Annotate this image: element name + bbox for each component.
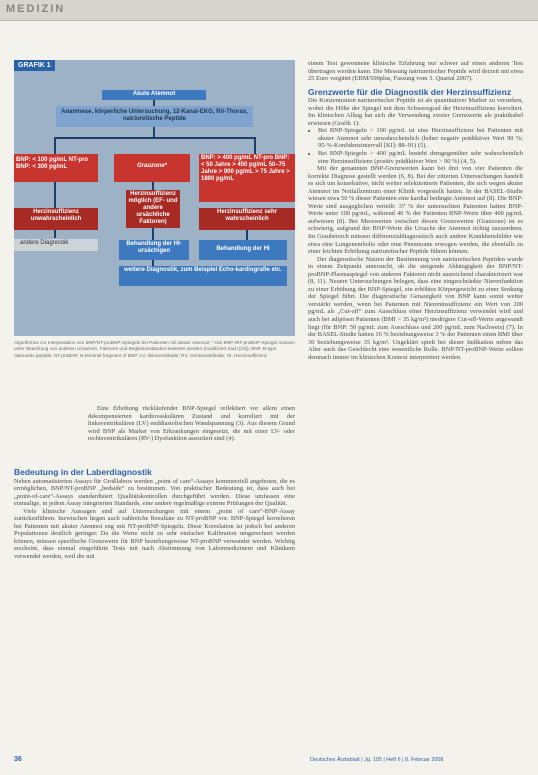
box-further-diagnostics: weitere Diagnostik, zum Beispiel Echo-kardiografie etc. [119,266,287,286]
box-hf-unlikely: Herzinsuffizienz unwahrscheinlich [14,208,98,230]
paragraph: Mit der genannten BNP-Grenzwerten kann bei drei von vier Patienten die korrekte Diagnose gestellt werden (6, 8). Bei der zitierten Untersuchungen handelt es sich um konsekutive, nicht weiter selektionierte Patienten, die sich wegen akuter Atemnot im Notfallzentrum einer Klinik vorgestellt hatten. In der BASEL-Studie wiesen etwa 50 % dieser Patienten eine kardial bedingte Atemnot auf (8). Die BNP-Werte sind ausgeglichen verteilt: 37 % der untersuchten Patienten hatten BNP-Werte unter 100 pg/mL, während 40 % der Patienten BNP-Werte über 400 pg/mL aufwiesen (8). Bei Messwerten zwischen diesen Grenzwerten (Grauzone) ist es schwierig, aufgrund der BNP-Werte die Ursache der Atemnot richtig zuzuordnen. Im Graubereich müssen differenzialdiagnostisch auch andere Krankheitsbilder wie etwa eine Lungenembolie oder eine Pneumonie erwogen werden, die ebenfalls zu einer leichten Erhöhung natriuretischer Peptide führen können. [308,165,523,256]
page-number: 36 [14,756,22,763]
paragraph: Eine Erhöhung rückläufender BNP-Spiegel reflektiert vor allem einen dekompensierten kardiovaskulären Zustand und korreliert mit der linksventrikulären (LV) enddiastolischen Wandspannung (3). Aus diesem Grund wird BNP als Marker von Erkrankungen eingesetzt, die mit einer LV- oder rechtsventrikulären (RV-) Dysfunktion assoziiert sind (4). [88,405,295,443]
box-bnp-high: BNP: > 400 pg/mL NT-pro BNP: < 50 Jahre > 450 pg/mL 50–75 Jahre > 900 pg/mL > 75 Jahre > 1800 pg/mL [199,154,295,202]
box-examination: Anamnese, körperliche Untersuchung, 12-Kanal-EKG, Rö-Thorax, natriuretische Peptide [56,106,253,127]
list-item: • Bei BNP-Spiegeln > 400 pg/mL besteht demgegenüber sehr wahrscheinlich eine Herzinsuffizienz (positiv prädiktiver Wert > 90 %) (4, 5). [318,150,523,165]
arrow-left [54,137,56,154]
figure-flowchart [14,60,295,336]
box-treat-hf: Behandlung der HI [199,240,287,260]
figure-label: GRAFIK 1 [14,60,55,71]
journal-footer: Deutsches Ärzteblatt | Jg. 105 | Heft 6 | 8. Februar 2008 [310,757,444,763]
bullet-list [308,127,523,165]
text-column-1b [14,468,295,561]
box-acute-dyspnea: Akute Atemnot [102,90,206,100]
section-heading: Bedeutung in der Laberdiagnostik [14,467,152,477]
section-title: MEDIZIN [6,3,66,15]
box-hf-possible: Herzinsuffizienz möglich (EF- und andere ursächliche Faktoren) [126,190,180,228]
header-bar [0,0,538,21]
arrow-low-down [54,182,56,208]
arrow-other [54,230,56,238]
paragraph: Neben automatisierten Assays für Großlabors werden „point of care“-Assays kommerziell angeboten, die es ermöglichen, BNP/NT-proBNP „bedside“ zu bestimmen. Von praktischer Bedeutung ist, dass auch bei „point-of-care“-Assays standardisiert Qualitätskontrollen durchgeführt werden. Diese umfassen eine einmalige, in jedem Assay integrierten Standards, eine andere regelmäßige externe Prüfungen der Qualität. [14,477,295,508]
box-bnp-low: BNP: < 100 pg/mL NT-pro BNP: < 300 pg/mL [14,154,98,182]
arrow-right-treat [246,230,248,240]
text-column-2 [308,60,523,361]
box-other-diagnostics: andere Diagnostik [14,239,98,251]
paragraph: Die Konzentration natriuretischer Peptide ist als quantitativer Marker zu verstehen, wobei die Höhe der Spiegel mit dem Schweregrad der Herzinsuffizienz korreliert. Im klinischen Alltag hat sich die Verwendung zweier Grenzwerte als praktikabel erwiesen (Grafik 1): [308,97,523,127]
arrow-mid-treat [152,228,154,240]
arrow-mid-down [152,182,154,190]
paragraph: einem Test gewonnene klinische Erfahrung nur schwer auf einen anderen Test übertragen werden kann. Die Messung natriuretischer Peptide wird derzeit mit etwa 25 Euro vergütet (EBM/500plus, Fassung vom 3. Quartal 2007). [308,60,523,83]
paragraph: Viele klinische Aussagen sind auf Untersuchungen mit einem „point of care“-BNP-Assay zurückzuführen. Inzwischen liegen auch zahlreiche Resultate zu NT-proBNP vor. BNP-Spiegel korrelieren bei Patienten mit akuter Atemnot eng mit NT-proBNP-Spiegeln. Diese Korrelation ist jedoch bei anderen Populationen deutlich geringer. Da die Werte nicht zu sehr einfacher Kalibration umgerechnet werden können, müssen spezifische Grenzwerte für BNP beziehungsweise NT-proBNP verwendet werden. Wichtig erscheint, dass einmal eingeführte Tests mit nach Abstimmung von Labormedizinern und Klinikern verwendet werden, weil die mit [14,507,295,560]
text-column-1a [88,405,295,443]
paragraph: Der diagnostische Nutzen der Bestimmung von natriuretischen Peptiden wurde in einem Zeitpunkt untersucht, ob die steigende Abhängigkeit der BNP/NT-proBNP-Plasmaspiegel von anderen Faktoren nicht ausreichend charakterisiert war (8, 11). Neuere Untersuchungen belegen, dass eine eingeschränkte Nierenfunktion zu einer Erhöhung der BNP-Spiegel, ein erhöhtes Körpergewicht zu einer Senkung der Spiegel führt. Die diagnostische Genauigkeit von BNP kann somit weiter verstärkt werden, wenn bei Patienten mit Niereninsuffizienz ein Wert von 200 pg/mL als „Cut-off“ zum Ausschluss einer Herzinsuffizienz verwendet wird und auch bei adipösen Patienten (BMI > 35 kg/m²) niedrigere Cut-off-Werte angewandt liegt (für BNP: 50 pg/mL zum Ausschluss und 200 pg/mL zum Nachweis) (7). In der BASEL-Studie hatten 16 % beziehungsweise 3 % der Patienten einen BMI über 30 beziehungsweise 35 kg/m². Ungeklärt spielt bei dieser Indikation neben das Alter auch das Geschlecht eine wesentliche Rolle. BNP/NT-proBNP-Werte sollten demnach immer im klinischen Kontext interpretiert werden. [308,255,523,361]
arrow-right [254,137,256,154]
box-hf-likely: Herzinsuffizienz sehr wahrscheinlich [199,208,295,230]
section-heading: Grenzwerte für die Diagnostik der Herzinsuffizienz [308,86,512,97]
list-item: • Bei BNP-Spiegeln < 100 pg/mL ist eine Herzinsuffizienz bei Patienten mit akuter Atemnot sehr unwahrscheinlich (hoher negativ prädiktiver Wert 90 %; 95-%-Konfidenzintervall [KI]: 88–91) (5). [318,127,523,150]
branch-line [54,137,254,139]
box-grey-zone: Grauzone* [114,154,190,182]
figure-caption: Algorithmus zur Interpretation von BNP/NT-proBNP-Spiegeln bei Patienten mit akuter Atemnot; * Die BNP-/NT-proBNP-Spiegel müssen unter Beachtung von anderen Ursachen, Faktoren und Begleitumständen bewertet werden (modifiziert nach [23]); BNP, B-type natriuretic peptide; NT-proBNP, N-terminal fragment of BNP; LV, linksventrikulär; RV, rechtsventrikulär; HI, Herzinsuffizienz [14,340,295,358]
box-treat-causes: Behandlung der HI-ursächigen [119,240,189,260]
